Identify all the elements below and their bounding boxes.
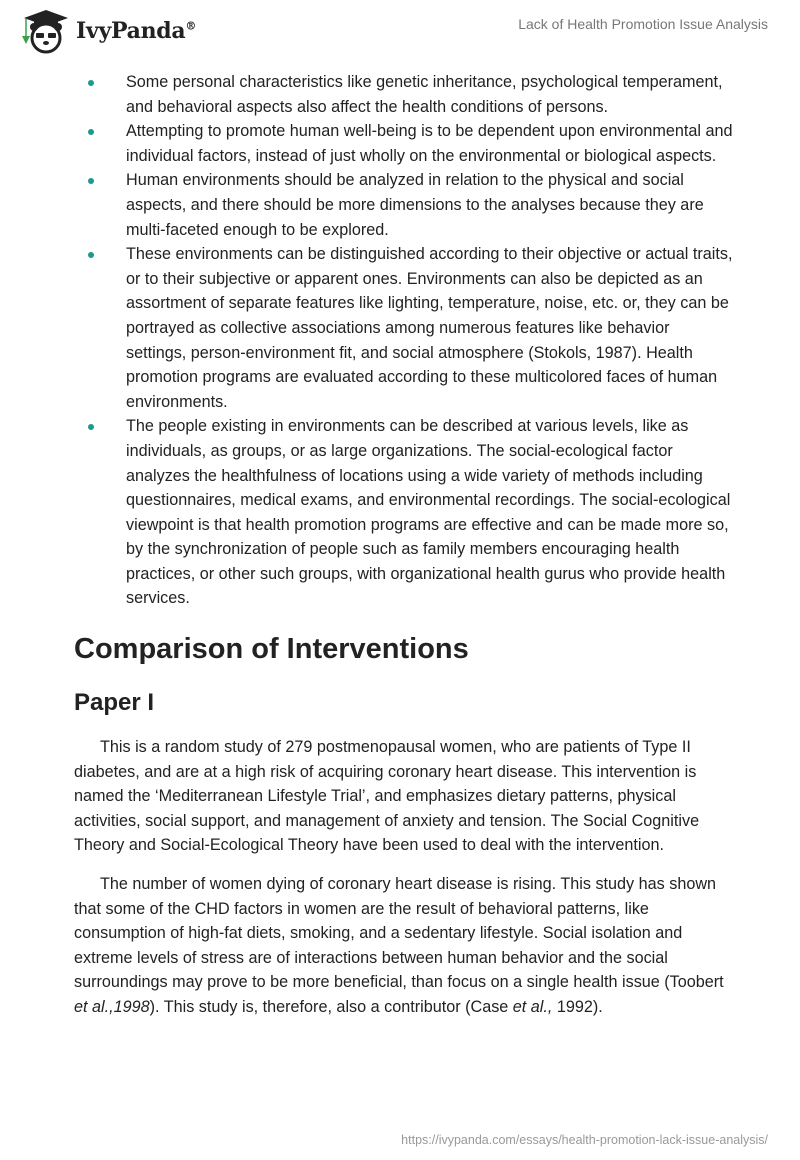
bullet-icon: [88, 178, 94, 184]
brand-name: IvyPanda®: [76, 18, 197, 44]
list-item: Human environments should be analyzed in relation to the physical and social aspects, and there should be more dimensions to the analyses because they are multi-faceted enough to be explored.: [74, 168, 734, 242]
paragraph: This is a random study of 279 postmenopausal women, who are patients of Type II diabetes, and are at a high risk of acquiring coronary heart disease. This intervention is named the ‘Mediterranean Lifestyle Trial’, and emphasizes dietary patterns, physical activities, social support, and management of anxiety and tension. The Social Cognitive Theory and Social-Ecological Theory have been used to deal with the intervention.: [74, 738, 700, 855]
list-item: These environments can be distinguished according to their objective or actual traits, or to their subjective or apparent ones. Environments can also be depicted as an assortment of separate features like lighting, temperature, noise, etc. or, they can be portrayed as collective associations among numerous features like behavior settings, person-environment fit, and social atmosphere (Stokols, 1987). Health promotion programs are evaluated according to these multicolored faces of human environments.: [74, 242, 734, 414]
page-header: [0, 0, 800, 56]
list-item: Some personal characteristics like genetic inheritance, psychological temperament, and behavioral aspects also affect the health conditions of persons.: [74, 70, 734, 119]
bullet-icon: [88, 129, 94, 135]
article-body: [74, 70, 734, 1020]
panda-graduate-icon: [18, 8, 70, 54]
section-heading: Comparison of Interventions: [74, 633, 469, 666]
bullet-icon: [88, 424, 94, 430]
list-item: Attempting to promote human well-being is to be dependent upon environmental and individual factors, instead of just wholly on the environmental or biological aspects.: [74, 119, 734, 168]
ivypanda-logo[interactable]: [18, 8, 196, 54]
subheading: Paper I: [74, 689, 155, 717]
paragraph: The number of women dying of coronary heart disease is rising. This study has shown that some of the CHD factors in women are the result of behavioral patterns, like consumption of high-fat diets, smoking, and a sedentary lifestyle. Social isolation and extreme levels of stress are of interactions between human behavior and the social surroundings may prove to be more beneficial, than focus on a single health issue (Toobert et al.,1998). This study is, therefore, also a contributor (Case et al., 1992).: [74, 875, 724, 1016]
list-item: The people existing in environments can be described at various levels, like as individuals, as groups, or as large organizations. The social-ecological factor analyzes the healthfulness of locations using a wide variety of methods including questionnaires, medical exams, and environmental recordings. The social-ecological viewpoint is that health promotion programs are effective and can be made more so, by the synchronization of people such as family members encouraging health practices, or other such groups, with organizational health gurus who provide health services.: [74, 414, 734, 611]
bullet-icon: [88, 80, 94, 86]
source-url[interactable]: https://ivypanda.com/essays/health-promotion-lack-issue-analysis/: [401, 1133, 768, 1147]
bullet-list: [74, 70, 734, 611]
bullet-icon: [88, 252, 94, 258]
document-title: Lack of Health Promotion Issue Analysis: [518, 16, 768, 32]
